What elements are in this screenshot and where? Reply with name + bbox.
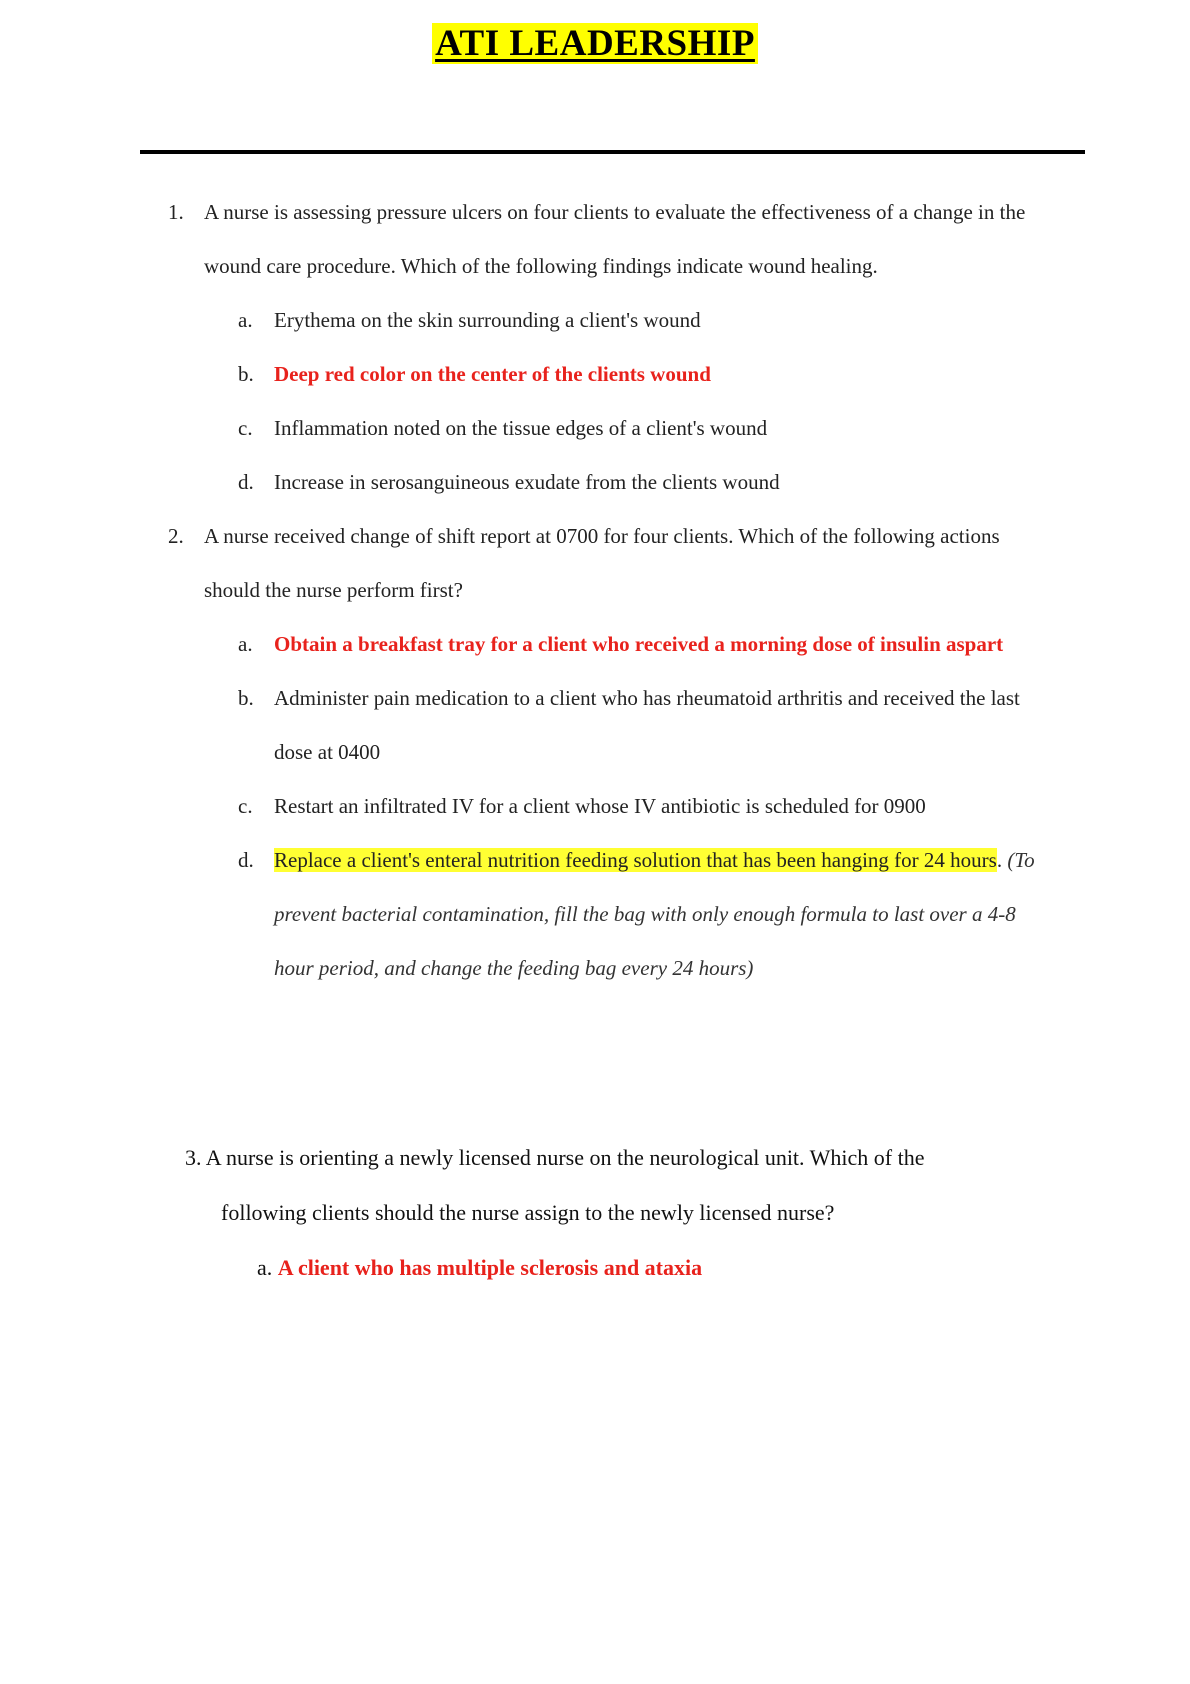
option-2a xyxy=(150,617,1050,671)
option-2c xyxy=(150,779,1050,833)
option-text: Erythema on the skin surrounding a client's wound xyxy=(274,308,701,332)
option-1d xyxy=(150,455,1050,509)
option-letter: c. xyxy=(238,416,253,440)
option-2d xyxy=(150,833,1050,995)
question-number: 2. xyxy=(168,524,184,548)
question-3-stem-line1 xyxy=(185,1130,1085,1185)
document-title xyxy=(0,22,1190,65)
option-letter: a. xyxy=(257,1255,273,1280)
rationale-note: (To prevent bacterial contamination, fill the bag with only enough formula to last over a 4-8 hour period, and change the feeding bag every 24 hours) xyxy=(274,848,1035,980)
question-text: A nurse is assessing pressure ulcers on four clients to evaluate the effectiveness of a change in the wound care procedure. Which of the following findings indicate wound healing. xyxy=(204,200,1026,278)
question-text: A nurse received change of shift report at 0700 for four clients. Which of the following actions should the nurse perform first? xyxy=(204,524,1000,602)
title-divider xyxy=(140,150,1085,154)
correct-answer-text: Deep red color on the center of the clients wound xyxy=(274,362,711,386)
correct-answer-text: Obtain a breakfast tray for a client who received a morning dose of insulin aspart xyxy=(274,632,1004,656)
option-2b xyxy=(150,671,1050,779)
question-text: following clients should the nurse assign to the newly licensed nurse? xyxy=(221,1200,835,1225)
question-3-stem-line2 xyxy=(185,1185,1085,1240)
option-1a xyxy=(150,293,1050,347)
correct-answer-text: A client who has multiple sclerosis and ataxia xyxy=(277,1255,703,1280)
option-letter: d. xyxy=(238,848,254,872)
option-letter: b. xyxy=(238,686,254,710)
option-text: Inflammation noted on the tissue edges of a client's wound xyxy=(274,416,768,440)
question-number: 3. xyxy=(185,1145,202,1170)
option-letter: d. xyxy=(238,470,254,494)
option-text: Restart an infiltrated IV for a client whose IV antibiotic is scheduled for 0900 xyxy=(274,794,926,818)
option-letter: c. xyxy=(238,794,253,818)
question-2-stem xyxy=(150,509,1050,617)
question-number: 1. xyxy=(168,200,184,224)
option-text: Administer pain medication to a client who has rheumatoid arthritis and received the last dose at 0400 xyxy=(274,686,1020,764)
option-letter: a. xyxy=(238,308,253,332)
option-text: Increase in serosanguineous exudate from the clients wound xyxy=(274,470,780,494)
option-1c xyxy=(150,401,1050,455)
option-1b xyxy=(150,347,1050,401)
question-1-stem xyxy=(150,185,1050,293)
question-3 xyxy=(185,1130,1085,1295)
option-suffix: . xyxy=(996,848,1003,872)
question-1 xyxy=(150,185,1050,995)
option-3a xyxy=(185,1240,1085,1295)
option-letter: a. xyxy=(238,632,253,656)
title-text: ATI LEADERSHIP xyxy=(432,23,758,64)
highlighted-answer-text: Replace a client's enteral nutrition feeding solution that has been hanging for 24 hours xyxy=(274,848,997,872)
option-letter: b. xyxy=(238,362,254,386)
question-text: A nurse is orienting a newly licensed nurse on the neurological unit. Which of the xyxy=(205,1145,925,1170)
